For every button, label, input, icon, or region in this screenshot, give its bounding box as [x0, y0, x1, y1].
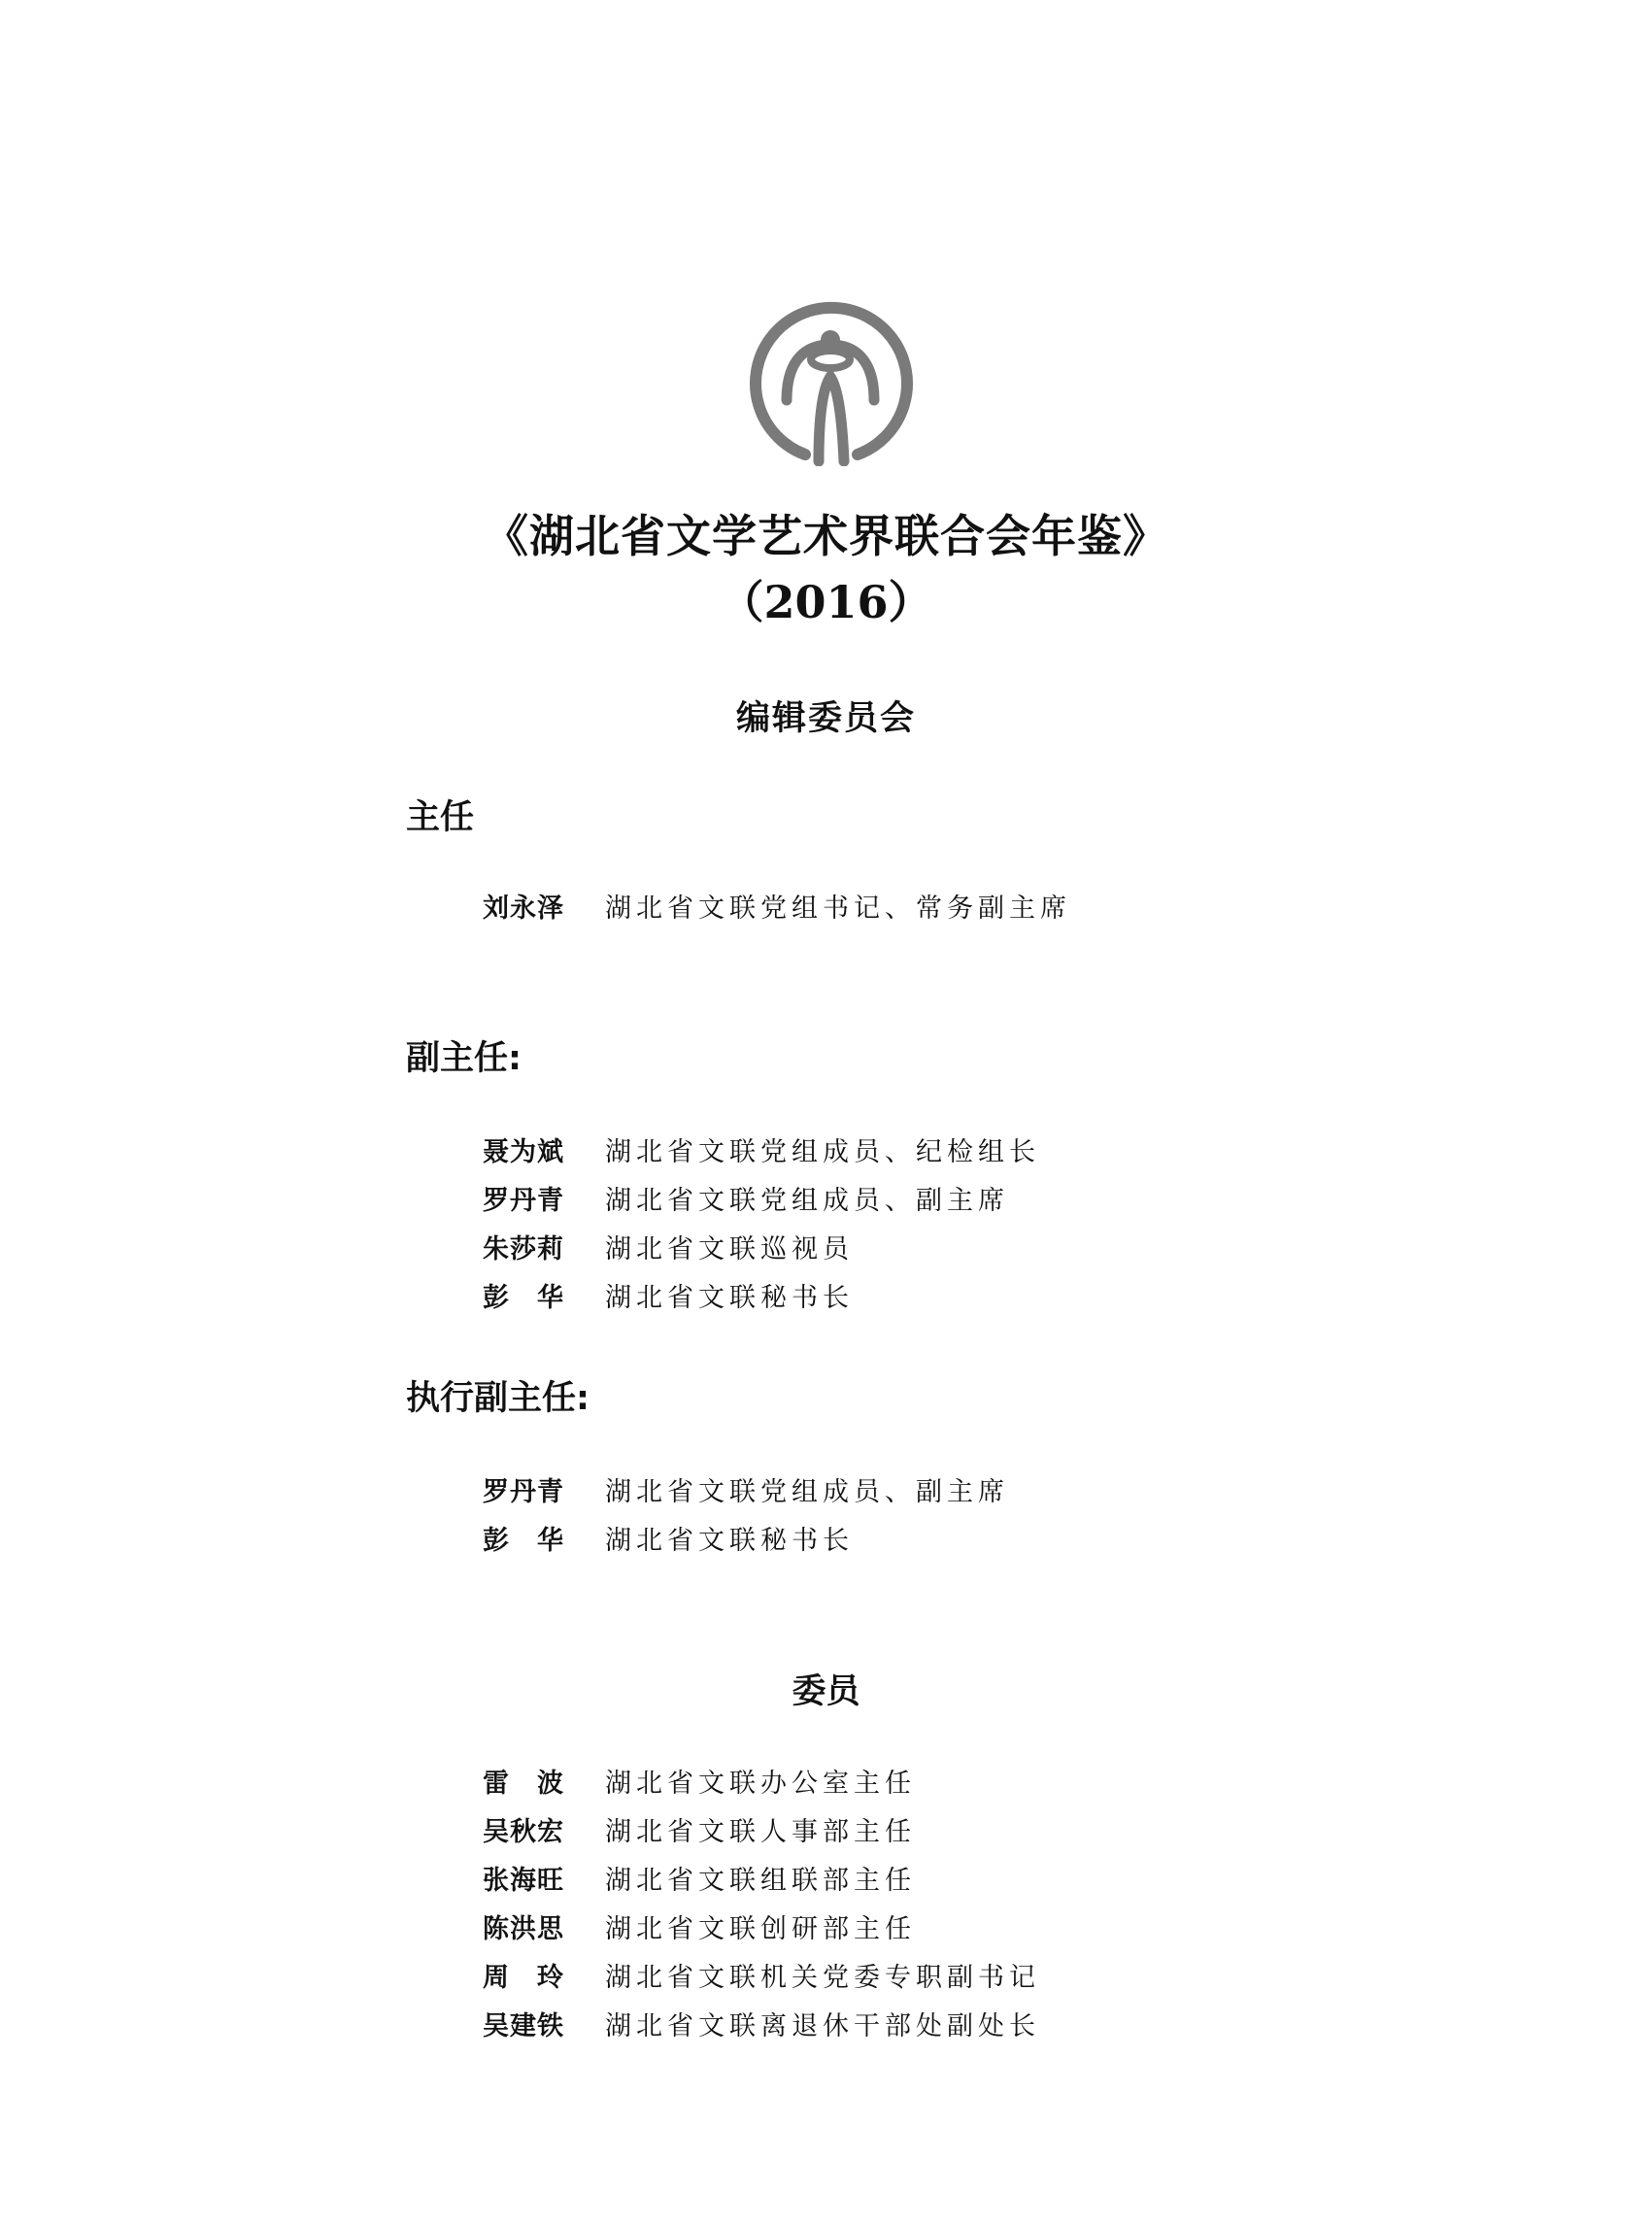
member-role: 湖北省文联党组书记、常务副主席	[605, 893, 1071, 924]
member-role: 湖北省文联机关党委专职副书记	[605, 1962, 1040, 1993]
member-name: 陈洪思	[483, 1913, 564, 1944]
member-role: 湖北省文联秘书长	[605, 1525, 854, 1556]
member-name: 张海旺	[483, 1865, 564, 1896]
member-name: 吴建铁	[483, 2010, 564, 2041]
list-item	[483, 1761, 916, 1800]
list-item	[483, 2004, 1040, 2042]
list-item	[483, 1518, 854, 1557]
list-item	[483, 1906, 916, 1945]
member-role: 湖北省文联办公室主任	[605, 1768, 916, 1799]
list-item	[483, 1130, 1040, 1168]
members-heading: 委员	[792, 1671, 860, 1711]
member-role: 湖北省文联党组成员、副主席	[605, 1185, 1009, 1216]
list-item	[483, 1858, 916, 1897]
list-item	[483, 1227, 854, 1265]
federation-emblem-icon	[743, 291, 918, 466]
member-name: 聂为斌	[483, 1136, 564, 1167]
list-item	[483, 1809, 916, 1848]
list-item	[483, 1469, 1009, 1508]
member-name: 刘永泽	[483, 893, 564, 924]
member-name: 朱莎莉	[483, 1233, 564, 1265]
list-item	[483, 1275, 854, 1314]
list-item	[483, 1178, 1009, 1217]
member-role: 湖北省文联创研部主任	[605, 1913, 916, 1944]
member-role: 湖北省文联组联部主任	[605, 1865, 916, 1896]
member-role: 湖北省文联人事部主任	[605, 1816, 916, 1847]
member-role: 湖北省文联党组成员、纪检组长	[605, 1136, 1040, 1167]
member-name: 雷 波	[483, 1768, 564, 1799]
member-name: 吴秋宏	[483, 1816, 564, 1847]
member-name: 彭 华	[483, 1282, 564, 1313]
committee-title: 编辑委员会	[735, 698, 916, 738]
member-role: 湖北省文联巡视员	[605, 1233, 854, 1265]
deputy-directors-heading: 副主任:	[406, 1039, 522, 1078]
member-role: 湖北省文联党组成员、副主席	[605, 1476, 1009, 1507]
director-heading: 主任	[406, 798, 475, 837]
list-item	[483, 1955, 1040, 1994]
list-item	[483, 886, 1071, 925]
member-name: 罗丹青	[483, 1185, 564, 1216]
member-role: 湖北省文联离退休干部处副处长	[605, 2010, 1040, 2041]
yearbook-title: 《湖北省文学艺术界联合会年鉴》	[484, 510, 1168, 562]
member-name: 彭 华	[483, 1525, 564, 1556]
executive-deputy-directors-heading: 执行副主任:	[406, 1379, 590, 1418]
yearbook-year: （2016）	[719, 576, 933, 628]
member-name: 周 玲	[483, 1962, 564, 1993]
member-name: 罗丹青	[483, 1476, 564, 1507]
member-role: 湖北省文联秘书长	[605, 1282, 854, 1313]
